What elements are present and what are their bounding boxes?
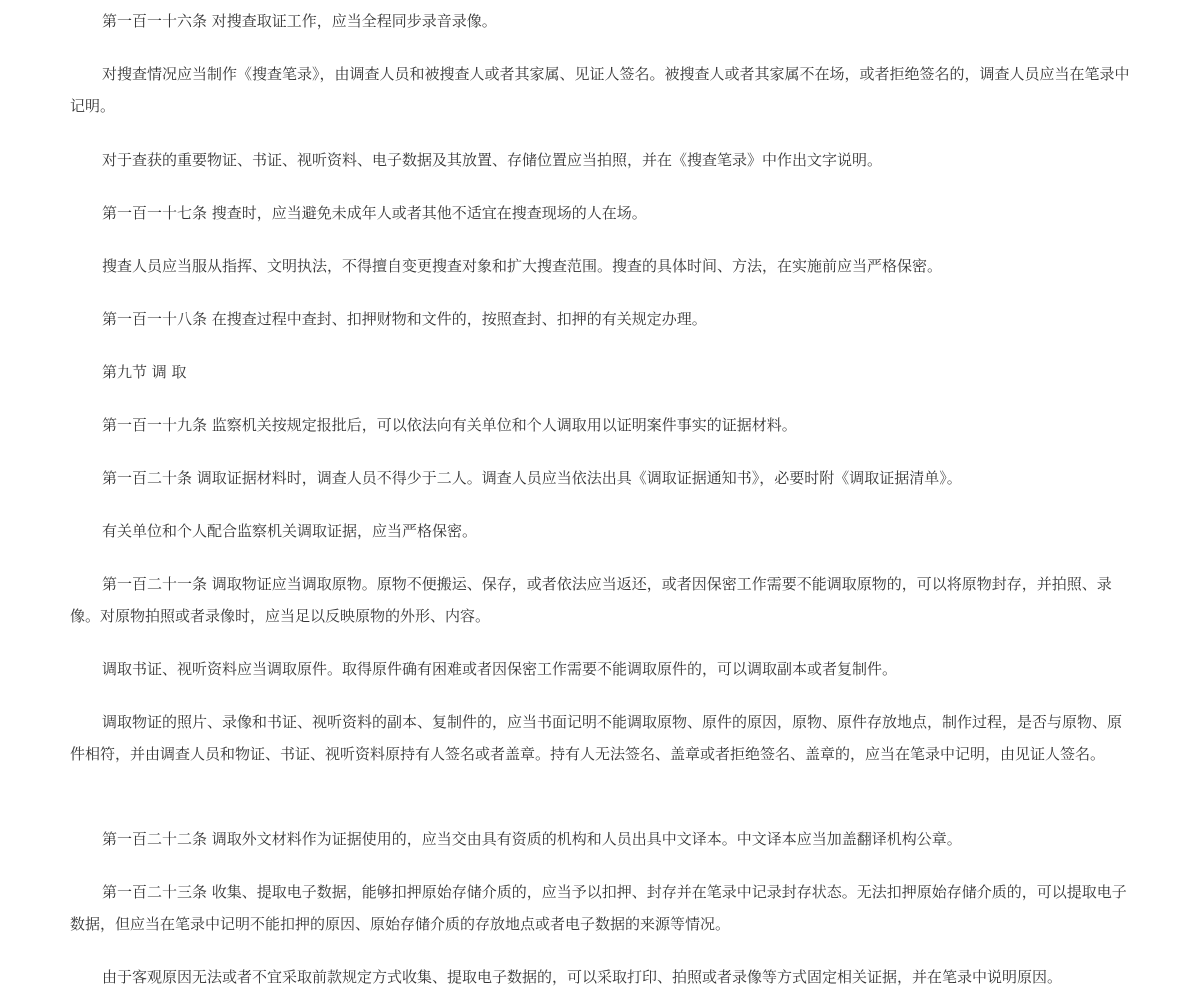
paragraph-article-122: 第一百二十二条 调取外文材料作为证据使用的，应当交由具有资质的机构和人员出具中文译本。中文译本应当加盖翻译机构公章。 bbox=[102, 830, 962, 848]
paragraph-confidentiality: 有关单位和个人配合监察机关调取证据，应当严格保密。 bbox=[102, 522, 478, 540]
paragraph-electronic-data: 由于客观原因无法或者不宜采取前款规定方式收集、提取电子数据的，可以采取打印、拍照或者录像等方式固定相关证据，并在笔录中说明原因。 bbox=[102, 968, 1063, 986]
paragraph-copies-record: 调取物证的照片、录像和书证、视听资料的副本、复制件的，应当书面记明不能调取原物、原件的原因，原物、原件存放地点，制作过程，是否与原物、原件相符，并由调查人员和物证、书证、视听资料原持有人签名或者盖章。持有人无法签名、盖章或者拒绝签名、盖章的，应当在笔录中记明，由见证人签名。 bbox=[70, 713, 1123, 763]
paragraph-article-117: 第一百一十七条 搜查时，应当避免未成年人或者其他不适宜在搜查现场的人在场。 bbox=[102, 204, 647, 222]
paragraph-search-conduct: 搜查人员应当服从指挥、文明执法，不得擅自变更搜查对象和扩大搜查范围。搜查的具体时间、方法，在实施前应当严格保密。 bbox=[102, 257, 943, 275]
paragraph-article-123: 第一百二十三条 收集、提取电子数据，能够扣押原始存储介质的，应当予以扣押、封存并在笔录中记录封存状态。无法扣押原始存储介质的，可以提取电子数据，但应当在笔录中记明不能扣押的原因、原始存储介质的存放地点或者电子数据的来源等情况。 bbox=[70, 883, 1127, 933]
paragraph-article-118: 第一百一十八条 在搜查过程中查封、扣押财物和文件的，按照查封、扣押的有关规定办理。 bbox=[102, 310, 707, 328]
paragraph-evidence-photo: 对于查获的重要物证、书证、视听资料、电子数据及其放置、存储位置应当拍照，并在《搜查笔录》中作出文字说明。 bbox=[102, 151, 883, 169]
paragraph-article-120: 第一百二十条 调取证据材料时，调查人员不得少于二人。调查人员应当依法出具《调取证据通知书》，必要时附《调取证据清单》。 bbox=[102, 469, 962, 487]
paragraph-documentary-evidence: 调取书证、视听资料应当调取原件。取得原件确有困难或者因保密工作需要不能调取原件的，可以调取副本或者复制件。 bbox=[102, 660, 898, 678]
section-heading: 第九节 调 取 bbox=[102, 363, 187, 381]
paragraph-article-119: 第一百一十九条 监察机关按规定报批后，可以依法向有关单位和个人调取用以证明案件事实的证据材料。 bbox=[102, 416, 797, 434]
paragraph-article-116: 第一百一十六条 对搜查取证工作，应当全程同步录音录像。 bbox=[102, 12, 497, 30]
paragraph-article-121: 第一百二十一条 调取物证应当调取原物。原物不便搬运、保存，或者依法应当返还，或者因保密工作需要不能调取原物的，可以将原物封存，并拍照、录像。对原物拍照或者录像时，应当足以反映原物的外形、内容。 bbox=[70, 575, 1112, 625]
paragraph-search-record: 对搜查情况应当制作《搜查笔录》，由调查人员和被搜查人或者其家属、见证人签名。被搜查人或者其家属不在场，或者拒绝签名的，调查人员应当在笔录中记明。 bbox=[70, 65, 1130, 115]
